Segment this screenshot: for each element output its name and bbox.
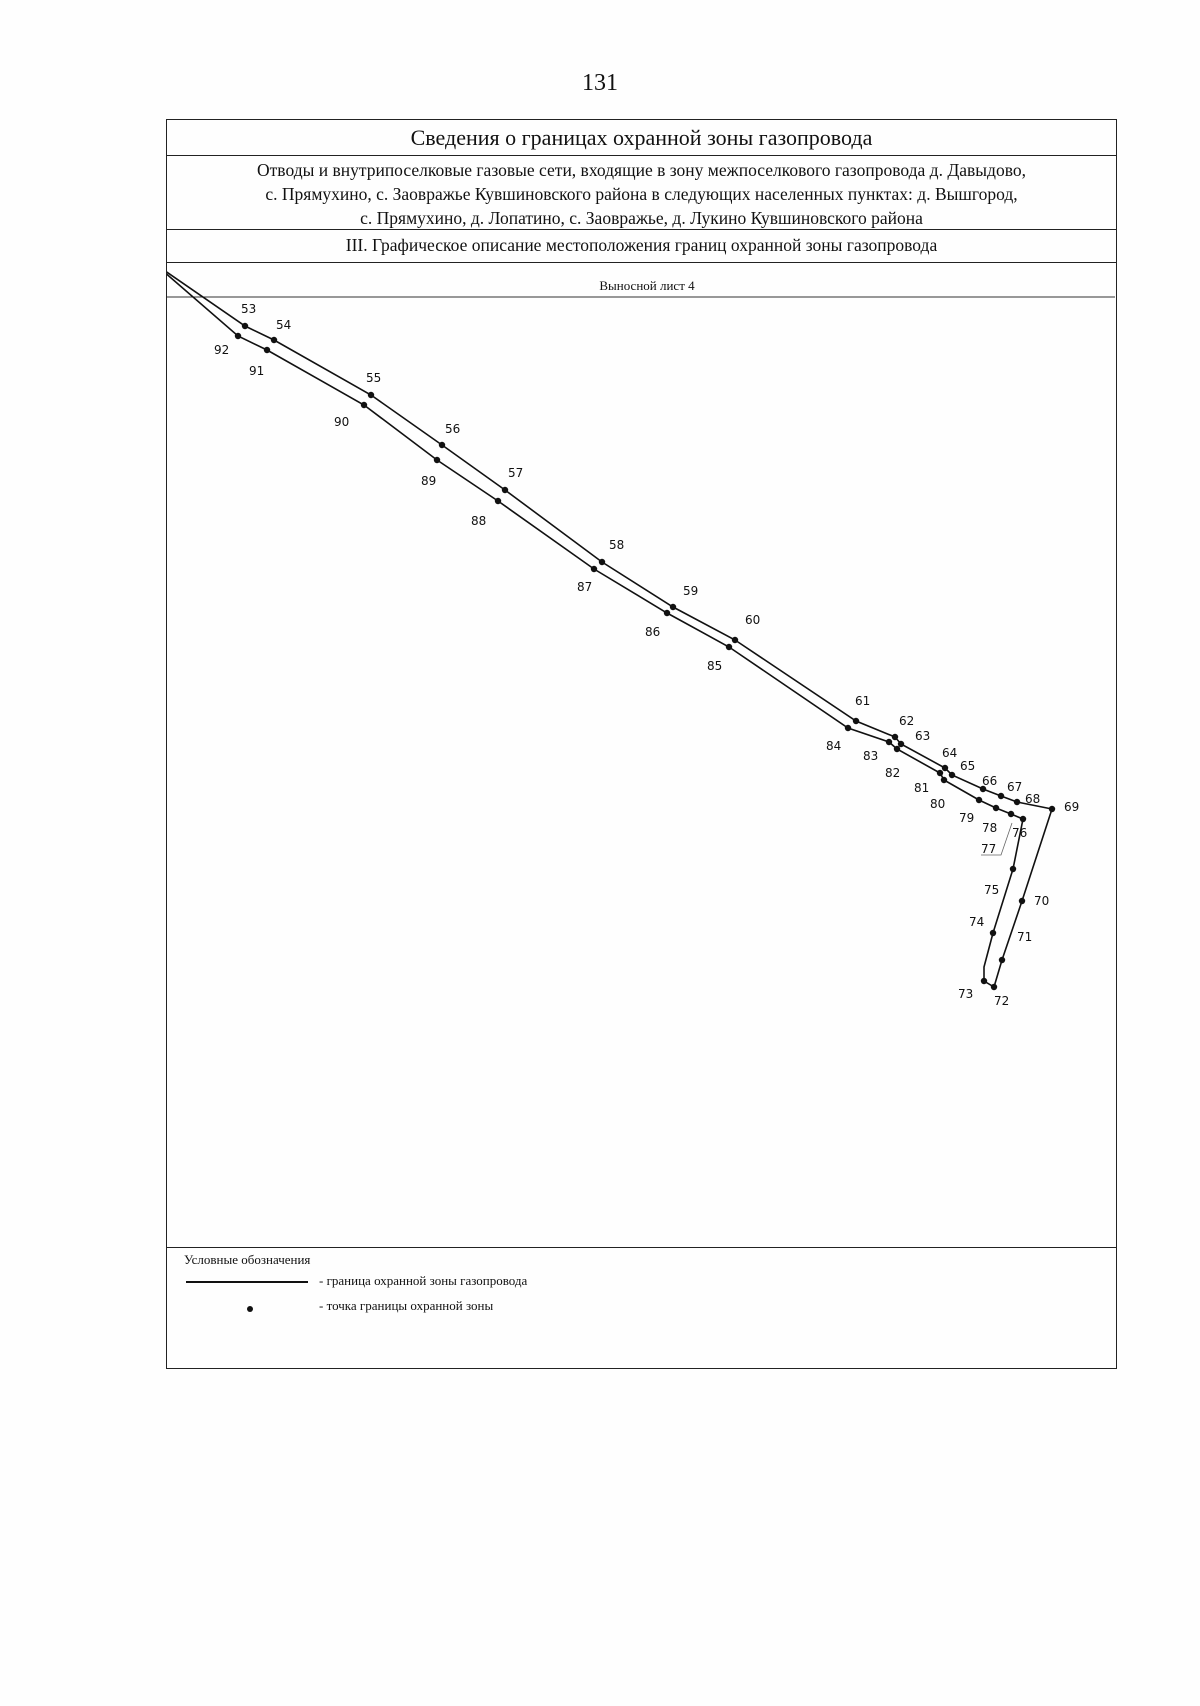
label-63: 63 [915, 729, 931, 743]
legend [167, 1247, 1116, 1368]
point-66 [980, 774, 997, 792]
description-line-1: Отводы и внутрипоселковые газовые сети, входящие в зону межпоселкового газопровода д. Давыдово, [257, 160, 1026, 180]
point-84 [826, 725, 851, 753]
point-79 [959, 797, 982, 825]
point-83 [863, 739, 892, 763]
label-59: 59 [683, 584, 699, 598]
point-53 [241, 302, 256, 329]
point-85 [707, 644, 732, 673]
label-61: 61 [855, 694, 871, 708]
description-line-2: с. Прямухино, с. Заовражье Кувшиновского района в следующих населенных пунктах: д. Вышгород, [265, 184, 1018, 204]
point-76 [1012, 816, 1027, 840]
label-68: 68 [1025, 792, 1041, 806]
point-91 [249, 347, 270, 378]
point-61 [853, 694, 870, 724]
point-72 [991, 984, 1009, 1008]
label-55: 55 [366, 371, 382, 385]
label-85: 85 [707, 659, 723, 673]
boundary-map [167, 263, 1115, 1247]
legend-item-boundary-line [184, 1273, 604, 1293]
point-73 [958, 978, 987, 1001]
point-54 [271, 318, 291, 343]
boundary-line-symbol [186, 1281, 308, 1283]
point-74 [969, 915, 996, 936]
label-80: 80 [930, 797, 946, 811]
point-65 [949, 759, 975, 778]
point-88 [471, 498, 501, 528]
point-82 [885, 746, 900, 780]
label-57: 57 [508, 466, 524, 480]
point-75 [984, 866, 1016, 897]
label-84: 84 [826, 739, 842, 753]
legend-point-label: - точка границы охранной зоны [319, 1298, 494, 1313]
label-77: 77 [981, 842, 997, 856]
label-75: 75 [984, 883, 1000, 897]
label-65: 65 [960, 759, 976, 773]
document-title: Сведения о границах охранной зоны газопровода [167, 120, 1116, 156]
label-81: 81 [914, 781, 930, 795]
point-64 [942, 746, 957, 771]
label-90: 90 [334, 415, 350, 429]
legend-title: Условные обозначения [184, 1252, 311, 1267]
point-68 [1014, 792, 1040, 806]
document-description [167, 156, 1116, 230]
label-74: 74 [969, 915, 985, 929]
label-89: 89 [421, 474, 437, 488]
label-69: 69 [1064, 800, 1080, 814]
point-87 [577, 566, 597, 594]
point-67 [998, 780, 1022, 799]
boundary-point-symbol [247, 1306, 253, 1312]
label-87: 87 [577, 580, 593, 594]
label-92: 92 [214, 343, 230, 357]
point-81 [914, 770, 943, 795]
label-56: 56 [445, 422, 461, 436]
point-59 [670, 584, 698, 610]
point-62 [892, 714, 914, 740]
label-76: 76 [1012, 826, 1028, 840]
point-78 [982, 805, 999, 835]
sheet-label: Выносной лист 4 [599, 278, 695, 293]
label-88: 88 [471, 514, 487, 528]
upper-boundary-line [167, 264, 1052, 809]
legend-line-label: - граница охранной зоны газопровода [319, 1273, 528, 1288]
label-91: 91 [249, 364, 265, 378]
point-55 [366, 371, 381, 398]
point-56 [439, 422, 460, 448]
point-89 [421, 457, 440, 488]
point-90 [334, 402, 367, 429]
label-79: 79 [959, 811, 975, 825]
label-82: 82 [885, 766, 901, 780]
label-54: 54 [276, 318, 292, 332]
label-72: 72 [994, 994, 1010, 1008]
label-86: 86 [645, 625, 661, 639]
point-86 [645, 610, 670, 639]
label-60: 60 [745, 613, 761, 627]
label-78: 78 [982, 821, 998, 835]
label-70: 70 [1034, 894, 1050, 908]
point-80 [930, 777, 947, 811]
label-67: 67 [1007, 780, 1023, 794]
label-71: 71 [1017, 930, 1033, 944]
label-62: 62 [899, 714, 915, 728]
point-63 [898, 729, 930, 747]
label-64: 64 [942, 746, 958, 760]
label-73: 73 [958, 987, 974, 1001]
point-69 [1049, 800, 1079, 814]
document-frame [166, 119, 1117, 1369]
point-60 [732, 613, 760, 643]
point-71 [999, 930, 1032, 963]
point-92 [214, 333, 241, 357]
label-66: 66 [982, 774, 998, 788]
label-58: 58 [609, 538, 625, 552]
legend-item-boundary-point [184, 1298, 604, 1318]
label-83: 83 [863, 749, 879, 763]
description-line-3: с. Прямухино, д. Лопатино, с. Заовражье, д. Лукино Кувшиновского района [360, 208, 923, 228]
label-53: 53 [241, 302, 257, 316]
point-57 [502, 466, 523, 493]
point-58 [599, 538, 624, 565]
page-number: 131 [582, 70, 618, 96]
section-heading: III. Графическое описание местоположения границ охранной зоны газопровода [167, 230, 1116, 263]
